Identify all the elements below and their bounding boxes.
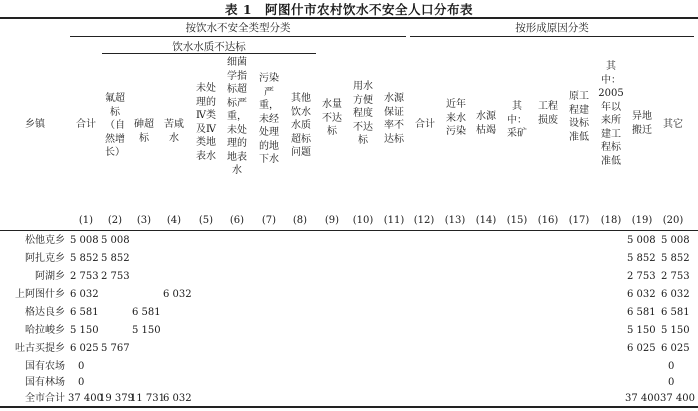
- group-by-cause: 按形成原因分类: [515, 22, 589, 34]
- col-num-9: (9): [324, 215, 340, 226]
- cell-relocation: 6 581: [627, 307, 656, 318]
- cell-total: 6 025: [70, 343, 99, 354]
- row-label: 国有农场: [25, 361, 65, 372]
- cell-total: 37 400: [68, 393, 103, 404]
- cell-total: 2 753: [70, 271, 99, 282]
- col-num-2: (2): [107, 215, 123, 226]
- cell-total: 5 150: [70, 325, 99, 336]
- col-header-18: 其中：2005年以来所建工程标准低: [598, 61, 624, 167]
- cell-other: 0: [668, 361, 675, 372]
- top-rule: [0, 17, 698, 19]
- col-header-17: 原工程建设标准低: [569, 91, 589, 143]
- col-num-7: (7): [261, 215, 277, 226]
- row-label: 全市合计: [25, 393, 65, 404]
- cell-fluoride: 5 008: [101, 235, 130, 246]
- cell-relocation: 37 400: [625, 393, 660, 404]
- col-header-16: 工程损废: [538, 101, 558, 126]
- cell-brackish: 6 032: [163, 393, 192, 404]
- cell-total: 0: [78, 377, 85, 388]
- col-header-1: 合计: [76, 119, 96, 130]
- cell-arsenic: 11 731: [130, 393, 165, 404]
- col-header-11: 水源保证率不达标: [384, 93, 404, 145]
- cell-total: 6 032: [70, 289, 99, 300]
- table-caption: 表 1 阿图什市农村饮水不安全人口分布表: [224, 2, 474, 17]
- group-by-type: 按饮水不安全类型分类: [185, 22, 291, 34]
- col-num-3: (3): [136, 215, 152, 226]
- row-label: 阿扎克乡: [25, 253, 65, 264]
- col-header-2: 氟超标（自然增长）: [105, 93, 125, 158]
- row-label: 国有林场: [25, 377, 65, 388]
- col-header-13: 近年来水污染: [446, 99, 466, 137]
- row-label: 阿湖乡: [35, 271, 65, 282]
- cell-relocation: 6 025: [627, 343, 656, 354]
- col-header-7: 污染严重，未经处理的地下水: [259, 73, 279, 165]
- row-label: 上阿图什乡: [15, 289, 65, 300]
- cell-other: 6 025: [661, 343, 690, 354]
- col-header-4: 苦咸水: [164, 119, 184, 144]
- col-num-5: (5): [198, 215, 214, 226]
- cell-fluoride: 2 753: [101, 271, 130, 282]
- col-num-15: (15): [506, 215, 528, 226]
- col-num-14: (14): [475, 215, 497, 226]
- cell-fluoride: 5 852: [101, 253, 130, 264]
- col-num-19: (19): [631, 215, 653, 226]
- row-label: 松他克乡: [25, 235, 65, 246]
- cell-other: 2 753: [661, 271, 690, 282]
- cell-arsenic: 6 581: [132, 307, 161, 318]
- col-header-9: 水量不达标: [322, 99, 342, 137]
- cell-brackish: 6 032: [163, 289, 192, 300]
- cell-relocation: 5 008: [627, 235, 656, 246]
- col-header-15: 其中：采矿: [507, 101, 527, 139]
- col-header-14: 水源枯竭: [476, 111, 496, 136]
- cell-other: 6 581: [661, 307, 690, 318]
- col-num-10: (10): [352, 215, 374, 226]
- col-header-5: 未处理的Ⅳ类及Ⅳ类地表水: [196, 83, 216, 162]
- col-header-12: 合计: [415, 119, 435, 130]
- row-label: 格达良乡: [25, 307, 65, 318]
- col-header-19: 异地搬迁: [632, 111, 652, 136]
- col-header-8: 其他饮水水质超标问题: [291, 93, 311, 158]
- cell-other: 5 008: [661, 235, 690, 246]
- col-num-4: (4): [166, 215, 182, 226]
- col-header-6: 细菌学指标超标严重，未处理的地表水: [227, 57, 247, 176]
- cell-arsenic: 5 150: [132, 325, 161, 336]
- cell-relocation: 5 150: [627, 325, 656, 336]
- cell-fluoride: 5 767: [101, 343, 130, 354]
- cell-relocation: 2 753: [627, 271, 656, 282]
- cell-total: 0: [78, 361, 85, 372]
- cell-other: 37 400: [660, 393, 695, 404]
- col-num-11: (11): [383, 215, 405, 226]
- cell-relocation: 5 852: [627, 253, 656, 264]
- cell-total: 5 008: [70, 235, 99, 246]
- cell-other: 5 150: [661, 325, 690, 336]
- col-num-17: (17): [568, 215, 590, 226]
- col-header-10: 用水方便程度不达标: [353, 81, 373, 146]
- col-num-8: (8): [292, 215, 308, 226]
- col-num-20: (20): [662, 215, 684, 226]
- cell-relocation: 6 032: [627, 289, 656, 300]
- cell-other: 6 032: [661, 289, 690, 300]
- header-bottom-rule: [0, 230, 698, 231]
- col-num-18: (18): [600, 215, 622, 226]
- cell-total: 5 852: [70, 253, 99, 264]
- col-num-13: (13): [444, 215, 466, 226]
- stub-header: 乡镇: [25, 119, 45, 130]
- col-num-12: (12): [413, 215, 435, 226]
- cell-other: 5 852: [661, 253, 690, 264]
- cell-other: 0: [668, 377, 675, 388]
- type-group-rule: [70, 36, 406, 37]
- col-header-3: 砷超标: [134, 119, 154, 144]
- col-header-20: 其它: [663, 119, 683, 130]
- col-num-1: (1): [78, 215, 94, 226]
- col-num-16: (16): [537, 215, 559, 226]
- cause-group-rule: [410, 36, 694, 37]
- col-num-6: (6): [229, 215, 245, 226]
- cell-total: 6 581: [70, 307, 99, 318]
- cell-fluoride: 19 379: [99, 393, 134, 404]
- group-quality: 饮水水质不达标: [172, 41, 246, 53]
- row-label: 吐古买提乡: [15, 343, 65, 354]
- row-label: 哈拉峻乡: [25, 325, 65, 336]
